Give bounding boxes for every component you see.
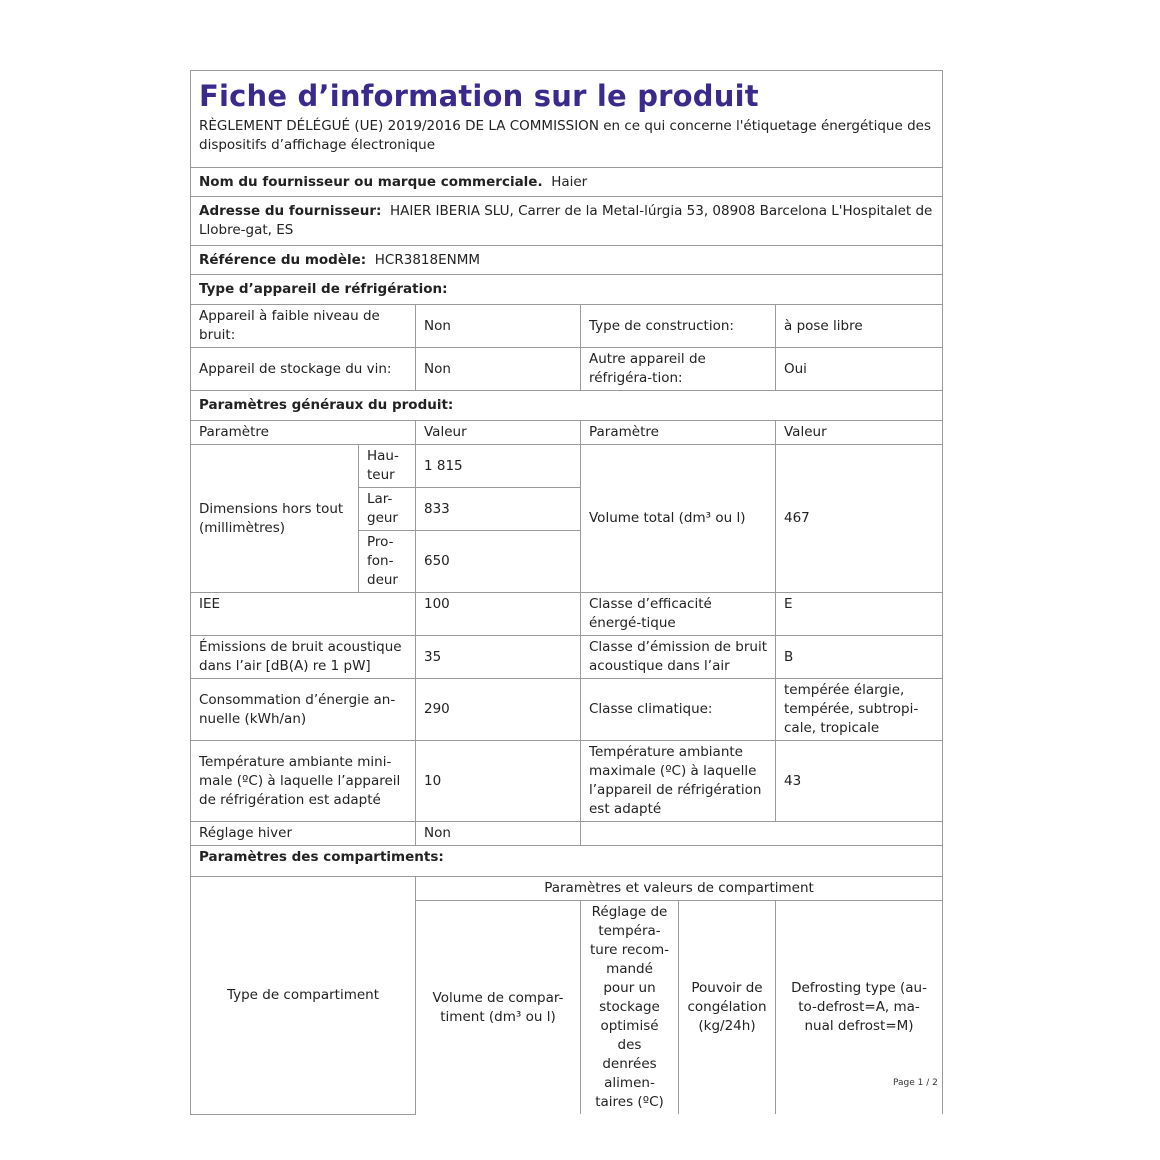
defrost-type-header: Defrosting type (au-to-defrost=A, ma-nual defrost=M) <box>776 901 943 1115</box>
noise-class-value: B <box>776 636 943 679</box>
total-volume-label: Volume total (dm³ ou l) <box>581 445 776 593</box>
energy-class-value: E <box>776 593 943 636</box>
winter-setting-empty <box>581 822 943 846</box>
dimensions-label: Dimensions hors tout (millimètres) <box>191 445 359 593</box>
supplier-name-label: Nom du fournisseur ou marque commerciale. <box>199 173 543 190</box>
noise-emission-label: Émissions de bruit acoustique dans l’air [dB(A) re 1 pW] <box>191 636 416 679</box>
model-reference-row <box>191 246 943 275</box>
iee-label: IEE <box>191 593 416 636</box>
product-info-table <box>190 70 943 1115</box>
max-ambient-temp-value: 43 <box>776 741 943 822</box>
supplier-address-value: HAIER IBERIA SLU, Carrer de la Metal-lúrgia 53, 08908 Barcelona L'Hospitalet de Llobre-gat, ES <box>199 203 933 238</box>
column-header-value: Valeur <box>416 421 581 445</box>
construction-type-label: Type de construction: <box>581 305 776 348</box>
energy-consumption-label: Consommation d’énergie an-nuelle (kWh/an) <box>191 679 416 741</box>
column-header-parameter-2: Paramètre <box>581 421 776 445</box>
header-cell <box>191 71 943 168</box>
low-noise-label: Appareil à faible niveau de bruit: <box>191 305 416 348</box>
wine-storage-label: Appareil de stockage du vin: <box>191 348 416 391</box>
iee-value: 100 <box>416 593 581 636</box>
supplier-name-value: Haier <box>551 173 588 190</box>
width-value: 833 <box>416 488 581 531</box>
model-reference-value: HCR3818ENMM <box>374 251 481 268</box>
max-ambient-temp-label: Température ambiante maximale (ºC) à laquelle l’appareil de réfrigération est adapté <box>581 741 776 822</box>
product-information-sheet <box>190 70 942 1115</box>
noise-emission-value: 35 <box>416 636 581 679</box>
energy-consumption-value: 290 <box>416 679 581 741</box>
supplier-name-row <box>191 168 943 197</box>
climate-class-label: Classe climatique: <box>581 679 776 741</box>
low-noise-value: Non <box>416 305 581 348</box>
min-ambient-temp-value: 10 <box>416 741 581 822</box>
compartment-temp-header: Réglage de tempéra-ture recom-mandé pour un stockage optimisé des denrées alimen-taires (ºC) <box>581 901 679 1115</box>
wine-storage-value: Non <box>416 348 581 391</box>
compartments-heading: Paramètres des compartiments: <box>191 846 943 877</box>
column-header-parameter: Paramètre <box>191 421 416 445</box>
energy-class-label: Classe d’efficacité énergé-tique <box>581 593 776 636</box>
other-appliance-value: Oui <box>776 348 943 391</box>
page-number: Page 1 / 2 <box>893 1078 938 1088</box>
winter-setting-value: Non <box>416 822 581 846</box>
height-value: 1 815 <box>416 445 581 488</box>
compartment-volume-header: Volume de compar-timent (dm³ ou l) <box>416 901 581 1115</box>
supplier-address-row <box>191 197 943 246</box>
general-parameters-heading: Paramètres généraux du produit: <box>191 391 943 421</box>
width-label: Lar-geur <box>359 488 416 531</box>
climate-class-value: tempérée élargie, tempérée, subtropi-cale, tropicale <box>776 679 943 741</box>
total-volume-value: 467 <box>776 445 943 593</box>
column-header-value-2: Valeur <box>776 421 943 445</box>
model-reference-label: Référence du modèle: <box>199 251 367 268</box>
min-ambient-temp-label: Température ambiante mini-male (ºC) à laquelle l’appareil de réfrigération est adapté <box>191 741 416 822</box>
freezing-capacity-header: Pouvoir de congélation (kg/24h) <box>679 901 776 1115</box>
depth-value: 650 <box>416 531 581 593</box>
other-appliance-label: Autre appareil de réfrigéra-tion: <box>581 348 776 391</box>
supplier-address-label: Adresse du fournisseur: <box>199 203 382 219</box>
height-label: Hau-teur <box>359 445 416 488</box>
noise-class-label: Classe d’émission de bruit acoustique dans l’air <box>581 636 776 679</box>
construction-type-value: à pose libre <box>776 305 943 348</box>
page-title: Fiche d’information sur le produit <box>199 79 759 113</box>
compartment-group-header: Paramètres et valeurs de compartiment <box>416 877 943 901</box>
appliance-type-heading: Type d’appareil de réfrigération: <box>191 275 943 305</box>
winter-setting-label: Réglage hiver <box>191 822 416 846</box>
depth-label: Pro-fon-deur <box>359 531 416 593</box>
regulation-text: RÈGLEMENT DÉLÉGUÉ (UE) 2019/2016 DE LA COMMISSION en ce qui concerne l'étiquetage énergétique des dispositifs d’affichage électronique <box>199 118 931 153</box>
compartment-type-header: Type de compartiment <box>191 877 416 1115</box>
